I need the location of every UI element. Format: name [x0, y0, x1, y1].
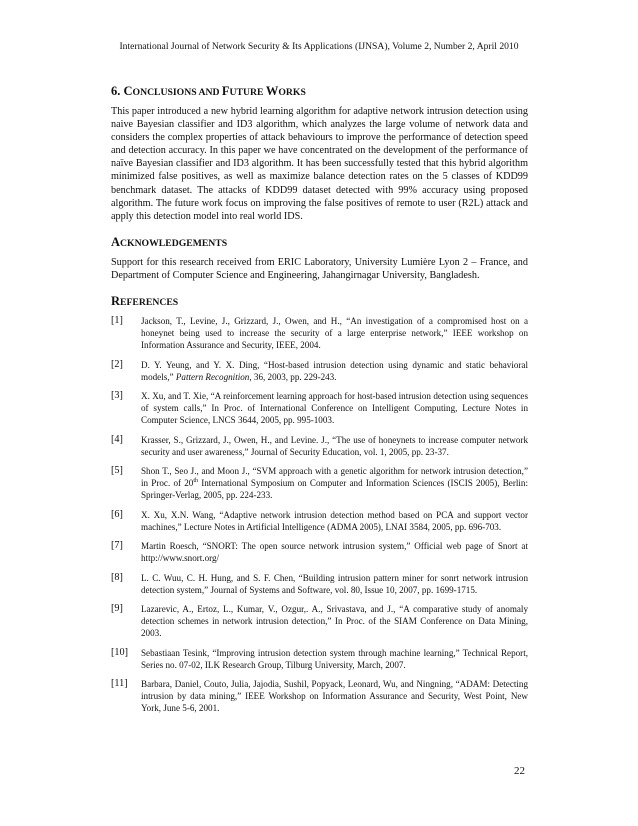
reference-text: X. Xu, X.N. Wang, “Adaptive network intrusion detection method based on PCA and support vector machines,” Lecture Notes in Artificial Intelligence (ADMA 2005), LNAI 3584, 2005, pp. 696-703.	[141, 509, 528, 532]
reference-item	[111, 678, 528, 714]
reference-item	[111, 647, 528, 671]
reference-number: [9]	[111, 603, 123, 615]
reference-item	[111, 509, 528, 533]
reference-item	[111, 315, 528, 351]
reference-text: Sebastiaan Tesink, “Improving intrusion detection system through machine learning,” Technical Report, Series no. 07-02, ILK Research Group, Tilburg University, March, 2007.	[141, 647, 528, 670]
reference-number: [2]	[111, 358, 123, 370]
reference-item	[111, 359, 528, 383]
reference-text: L. C. Wuu, C. H. Hung, and S. F. Chen, “Building intrusion pattern miner for sonrt network intrusion detection system,” Journal of Systems and Software, vol. 80, Issue 10, 2007, pp. 1699-1715.	[141, 572, 528, 595]
reference-number: [4]	[111, 433, 123, 445]
reference-item	[111, 603, 528, 639]
reference-number: [7]	[111, 540, 123, 552]
reference-text: Jackson, T., Levine, J., Grizzard, J., Owen, and H., “An investigation of a compromised host on a honeynet being used to increase the security of a large enterprise network,” IEEE workshop on Information Assurance and Security, IEEE, 2004.	[141, 316, 528, 351]
references-heading: REFERENCES	[111, 294, 179, 309]
reference-number: [10]	[111, 646, 128, 658]
conclusions-heading: 6. CONCLUSIONS AND FUTURE WORKS	[111, 84, 306, 98]
references-list	[111, 315, 528, 714]
reference-number: [5]	[111, 465, 123, 477]
running-header: International Journal of Network Security & Its Applications (IJNSA), Volume 2, Number 2, April 2010	[119, 41, 519, 52]
reference-item	[111, 390, 528, 426]
reference-number: [8]	[111, 571, 123, 583]
reference-text: D. Y. Yeung, and Y. X. Ding, “Host-based intrusion detection using dynamic and static behavioral models,” Pattern Recognition, 36, 2003, pp. 229-243.	[141, 359, 528, 382]
reference-item	[111, 465, 528, 501]
acknowledgements-paragraph: Support for this research received from ERIC Laboratory, University Lumière Lyon 2 – France, and Department of Computer Science and Engineering, Jahangirnagar University, Bangladesh.	[111, 256, 528, 281]
reference-text: Barbara, Daniel, Couto, Julia, Jajodia, Sushil, Popyack, Leonard, Wu, and Ningning, “ADAM: Detecting intrusion by data mining,” IEEE Workshop on Information Assurance and Security, West Point, New York, June 5-6, 2001.	[141, 679, 528, 714]
reference-number: [11]	[111, 678, 128, 690]
reference-number: [6]	[111, 508, 123, 520]
reference-item	[111, 434, 528, 458]
reference-number: [1]	[111, 315, 123, 327]
reference-number: [3]	[111, 390, 123, 402]
reference-item	[111, 572, 528, 596]
reference-text: Krasser, S., Grizzard, J., Owen, H., and Levine. J., “The use of honeynets to increase computer network security and user awareness,” Journal of Security Education, vol. 1, 2005, pp. 23-37.	[141, 434, 528, 457]
reference-text: Lazarevic, A., Ertoz, L., Kumar, V., Ozgur,. A., Srivastava, and J., “A comparative study of anomaly detection schemes in network intrusion detection,” In Proc. of the SIAM Conference on Data Mining, 2003.	[141, 604, 528, 639]
conclusions-paragraph: This paper introduced a new hybrid learning algorithm for adaptive network intrusion detection using naive Bayesian classifier and ID3 algorithm, which analyzes the large volume of network data and considers the complex properties of attack behaviours to improve the performance of detection speed and detection accuracy. In this paper we have concentrated on the development of the performance of naïve Bayesian classifier and ID3 algorithm. It has been successfully tested that this hybrid algorithm minimized false positives, as well as maximize balance detection rates on the 5 classes of KDD99 benchmark dataset. The attacks of KDD99 dataset detected with 99% accuracy using proposed algorithm. The future work focus on improving the false positives of remote to user (R2L) attack and apply this detection model into real world IDS.	[111, 106, 528, 222]
acknowledgements-heading: ACKNOWLEDGEMENTS	[111, 234, 228, 249]
reference-text: Martin Roesch, “SNORT: The open source network intrusion system,” Official web page of Snort at http://www.snort.org/	[141, 541, 528, 564]
reference-text: X. Xu, and T. Xie, “A reinforcement learning approach for host-based intrusion detection using sequences of system calls,” In Proc. of International Conference on Intelligent Computing, Lecture Notes in Computer Science, LNCS 3644, 2005, pp. 995-1003.	[141, 391, 528, 426]
reference-text: Shon T., Seo J., and Moon J., “SVM approach with a genetic algorithm for network intrusion detection,” in Proc. of 20th International Symposium on Computer and Information Sciences (ISCIS 2005), Berlin: Springer-Verlag, 2005, pp. 224-233.	[141, 466, 528, 501]
page-number: 22	[514, 765, 525, 777]
reference-item	[111, 540, 528, 564]
page-content	[111, 84, 528, 722]
